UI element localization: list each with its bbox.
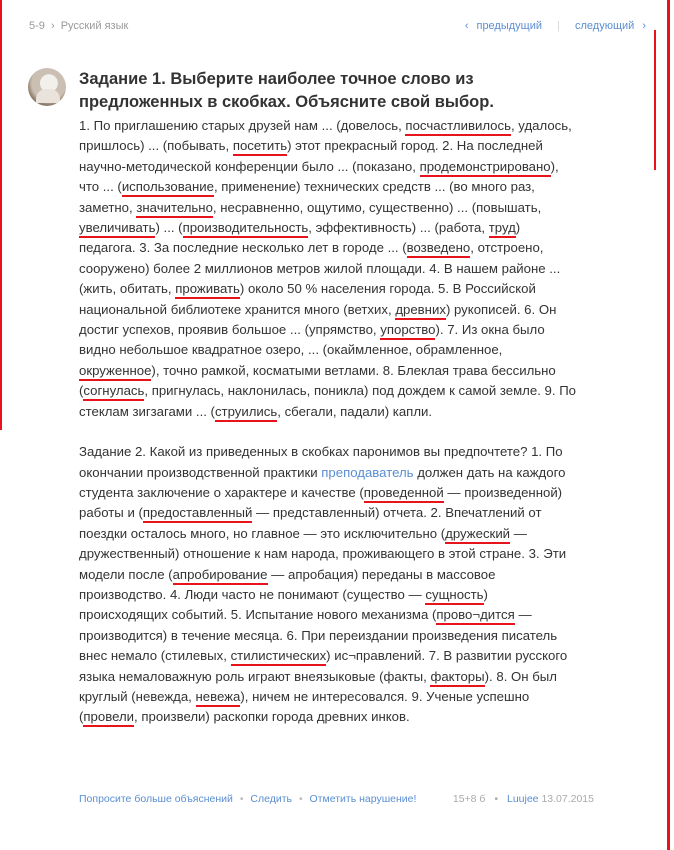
breadcrumb-separator: › <box>50 20 55 32</box>
text-fragment: ) происходящих событий. 5. Испытание нового механизма ( <box>79 586 488 623</box>
underlined-answer: дружеский <box>445 526 510 544</box>
top-navigation <box>29 20 646 36</box>
text-fragment: ) рукописей. 6. Он достиг успехов, проявив большое ... (упрямство, <box>79 301 557 338</box>
text-fragment: — дружественный) отношение к нам народа, проживающего в этой стране. 3. Эти модели после ( <box>79 525 567 582</box>
text-fragment: , применение) технических средств ... (во много раз, заметно, <box>79 179 535 215</box>
underlined-answer: посетить <box>233 138 287 156</box>
pager-divider: | <box>557 20 560 32</box>
previous-link[interactable] <box>465 20 545 32</box>
footer-dot: • <box>494 793 499 805</box>
question-footer <box>79 793 594 805</box>
footer-dot: • <box>298 793 303 805</box>
chevron-right-icon: › <box>642 20 646 32</box>
text-fragment: , произвели) раскопки города древних инков. <box>134 709 410 725</box>
red-margin-line-right-inner <box>654 30 656 170</box>
text-fragment: ). 8. Он был круглый (невежда, <box>79 668 557 704</box>
text-fragment: ) этот прекрасный город. 2. На последней научно-методической конференции было ... (показано, <box>79 138 543 174</box>
underlined-answer: согнулась <box>83 383 144 401</box>
underlined-answer: производительность <box>183 220 309 238</box>
footer-dot: • <box>239 793 244 805</box>
underlined-answer: сущность <box>425 587 483 605</box>
text-fragment: ), что ... ( <box>79 158 559 195</box>
underlined-answer: древних <box>395 302 446 320</box>
text-fragment: ) ... ( <box>155 220 183 236</box>
breadcrumb <box>29 20 128 32</box>
underlined-answer: окруженное <box>79 363 151 381</box>
red-margin-line-left <box>0 0 2 430</box>
underlined-answer: проживать <box>175 281 240 299</box>
text-fragment: Задание 2. Какой из приведенных в скобках паронимов вы предпочтете? 1. По окончании производственной практики <box>79 444 563 480</box>
report-link[interactable]: Отметить нарушение! <box>309 793 417 805</box>
text-fragment: , несравненно, ощутимо, существенно) ... (повышать, <box>212 199 542 215</box>
text-fragment: ) ис¬правлений. 7. В развитии русского языка немаловажную роль играют внеязыковые (факты, <box>79 648 568 684</box>
underlined-answer: продемонстрировано <box>420 159 551 177</box>
underlined-answer: предоставленный <box>143 505 253 523</box>
underlined-answer: невежа <box>196 689 241 707</box>
question-pager <box>465 20 646 32</box>
red-margin-line-right <box>667 0 670 850</box>
text-fragment: , сбегали, падали) капли. <box>277 403 433 419</box>
author-name[interactable]: Luujee <box>506 793 539 805</box>
underlined-answer: апробирование <box>173 567 268 585</box>
question-title: Задание 1. Выберите наиболее точное слово из предложенных в скобках. Объясните свой выбор. <box>79 70 494 111</box>
underlined-answer: факторы <box>430 669 484 687</box>
underlined-answer: использование <box>122 179 214 197</box>
avatar[interactable] <box>28 68 66 106</box>
inline-link[interactable]: преподаватель <box>321 464 414 480</box>
breadcrumb-grade[interactable]: 5-9 <box>29 20 45 32</box>
underlined-answer: посчастливилось <box>405 118 511 136</box>
next-link[interactable] <box>575 20 646 32</box>
task-1-text <box>79 116 579 422</box>
text-fragment: должен дать на каждого студента заключение о характере и качестве ( <box>79 464 566 500</box>
underlined-answer: проведенной <box>364 485 444 503</box>
text-fragment: , пригнулась, наклонилась, поникла) под дождем к самой земле. 9. По стеклам зигзагами ... ( <box>79 383 577 419</box>
text-fragment: ), точно рамкой, косматыми ветлами. 8. Блеклая трава бессильно ( <box>79 362 556 399</box>
text-fragment: — представленный) отчета. 2. Впечатлений от поездки осталось много, но главное — это исключительно ( <box>79 505 542 541</box>
text-fragment: ). 7. Из окна было видно небольшое квадратное озеро, ... (окаймленное, обрамленное, <box>79 322 545 358</box>
points-value: 15+8 б <box>452 793 486 805</box>
question-body <box>79 116 579 748</box>
underlined-answer: упорство <box>380 322 435 340</box>
chevron-left-icon: ‹ <box>464 20 469 32</box>
underlined-answer: стилистических <box>231 648 327 666</box>
underlined-answer: прово¬дится <box>436 607 514 625</box>
question-meta <box>453 793 594 805</box>
text-fragment: — апробация) переданы в массовое производство. 4. Люди часто не понимают (существо — <box>79 566 496 602</box>
text-fragment: — произведенной) работы и ( <box>79 484 563 521</box>
text-fragment: , отстроено, сооружено) более 2 миллионов метров жилой площади. 4. В нашем районе ... (жить, обитать, <box>79 240 561 297</box>
text-fragment: , эффективность) ... (работа, <box>308 220 489 236</box>
post-date: 13.07.2015 <box>541 793 594 805</box>
text-fragment: ) около 50 % населения города. 5. В Российской национальной библиотеке хранится много (ветхих, <box>79 281 536 317</box>
underlined-answer: труд <box>489 220 516 238</box>
breadcrumb-subject[interactable]: Русский язык <box>60 20 129 32</box>
text-fragment: ) педагога. 3. За последние несколько лет в городе ... ( <box>79 220 521 256</box>
text-fragment: — производится) в течение месяца. 6. При переиздании произведения писатель внес немало (стилевых, <box>79 607 558 664</box>
previous-label: предыдущий <box>476 20 543 32</box>
underlined-answer: струились <box>215 404 277 422</box>
ask-more-link[interactable]: Попросите больше объяснений <box>79 793 233 805</box>
follow-link[interactable]: Следить <box>250 793 293 805</box>
task-2-text <box>79 442 579 728</box>
text-fragment: ), ничем не интересовался. 9. Ученые успешно ( <box>79 688 530 725</box>
underlined-answer: возведено <box>407 240 471 258</box>
text-fragment: , удалось, пришлось) ... (побывать, <box>79 118 572 154</box>
underlined-answer: провели <box>83 709 134 727</box>
underlined-answer: значительно <box>136 200 213 218</box>
next-label: следующий <box>575 20 635 32</box>
underlined-answer: увеличивать <box>79 220 155 238</box>
text-fragment: 1. По приглашению старых друзей нам ... (довелось, <box>79 118 406 133</box>
